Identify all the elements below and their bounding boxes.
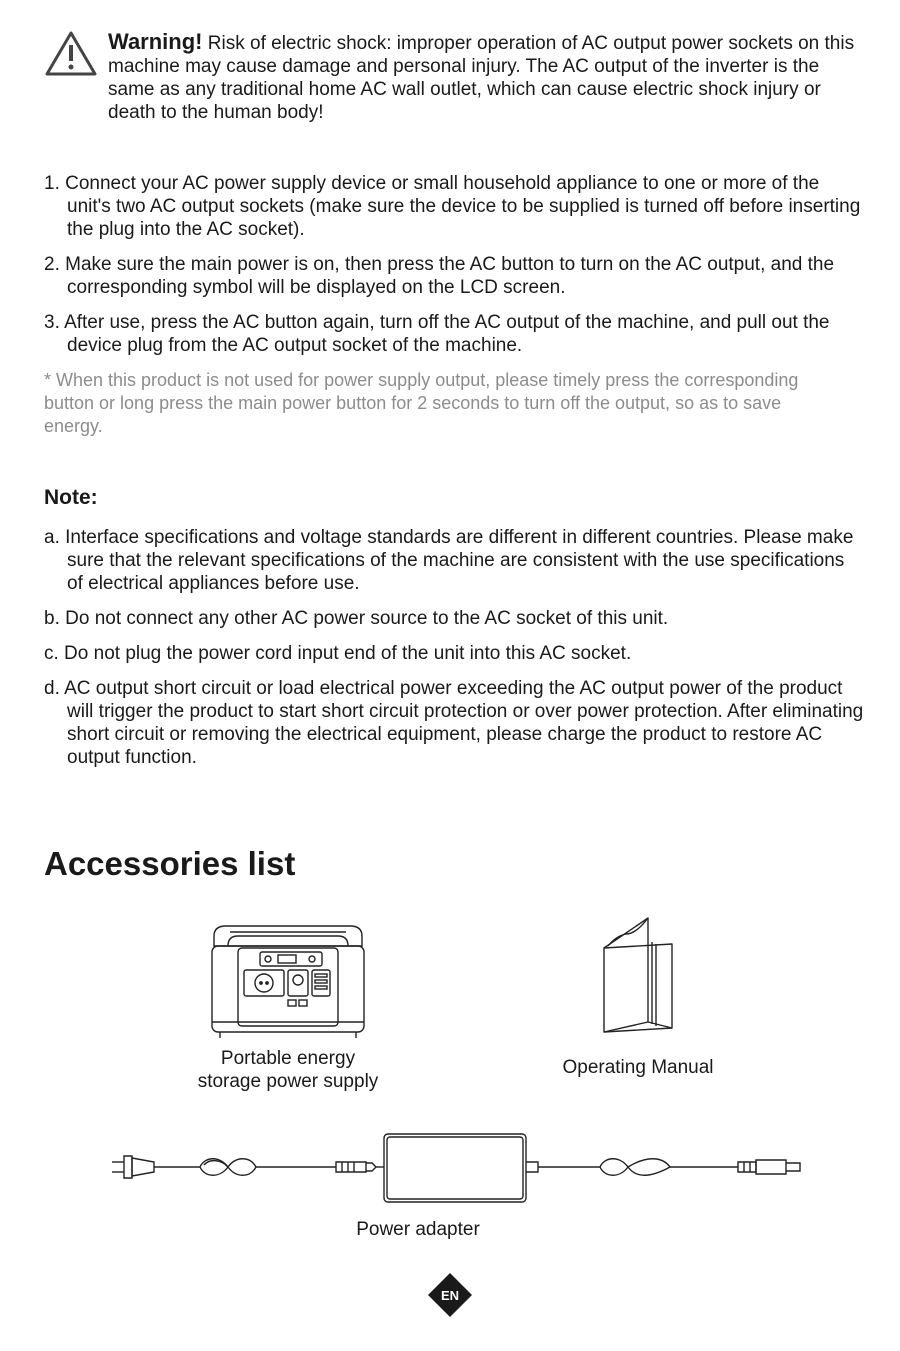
warning-triangle-icon: [44, 30, 98, 78]
note-list: [44, 526, 864, 781]
note-item-a: a. Interface specifications and voltage standards are different in different countries. Please make sure that the relevant specifications of the machine are consistent with the use specifications of electrical appliances before use.: [44, 527, 854, 594]
caption-power-station-line1: Portable energy: [220, 1048, 356, 1069]
footnote: * When this product is not used for power supply output, please timely press the corresponding button or long press the main power button for 2 seconds to turn off the output, so as to save energy.: [44, 370, 799, 436]
step-2: 2. Make sure the main power is on, then press the AC button to turn on the AC output, and the corresponding symbol will be displayed on the LCD screen.: [44, 254, 835, 298]
caption-power-station-line2: storage power supply: [197, 1071, 379, 1092]
warning-body: Risk of electric shock: improper operation of AC output power sockets on this machine may cause damage and personal injury. The AC output of the inverter is the same as any traditional home AC wall outlet, which can cause electric shock injury or death to the human body!: [108, 33, 855, 123]
caption-power-adapter: Power adapter: [356, 1219, 480, 1240]
power-adapter-icon: [110, 1128, 805, 1210]
power-station-icon: [208, 918, 368, 1040]
manual-icon: [598, 912, 678, 1036]
accessories-heading: Accessories list: [44, 845, 296, 882]
language-badge: [427, 1272, 473, 1318]
language-badge-label: EN: [440, 1288, 460, 1303]
step-1: 1. Connect your AC power supply device or small household appliance to one or more of the unit's two AC output sockets (make sure the device to be supplied is turned off before inserting the plug into the AC socket).: [44, 173, 861, 240]
caption-power-station: [188, 1047, 388, 1093]
note-heading: Note:: [44, 486, 98, 509]
note-item-c: c. Do not plug the power cord input end of the unit into this AC socket.: [44, 643, 632, 664]
note-item-d: d. AC output short circuit or load electrical power exceeding the AC output power of the product will trigger the product to start short circuit protection or over power protection. After eliminating short circuit or removing the electrical equipment, please charge the product to restore AC output function.: [44, 678, 864, 768]
caption-manual: Operating Manual: [562, 1057, 714, 1078]
diamond-badge-icon: [427, 1272, 473, 1318]
warning-text: [108, 30, 868, 124]
note-item-b: b. Do not connect any other AC power source to the AC socket of this unit.: [44, 608, 669, 629]
instruction-steps: [44, 172, 864, 438]
step-3: 3. After use, press the AC button again, turn off the AC output of the machine, and pull out the device plug from the AC output socket of the machine.: [44, 312, 830, 356]
warning-title: Warning!: [108, 29, 203, 54]
